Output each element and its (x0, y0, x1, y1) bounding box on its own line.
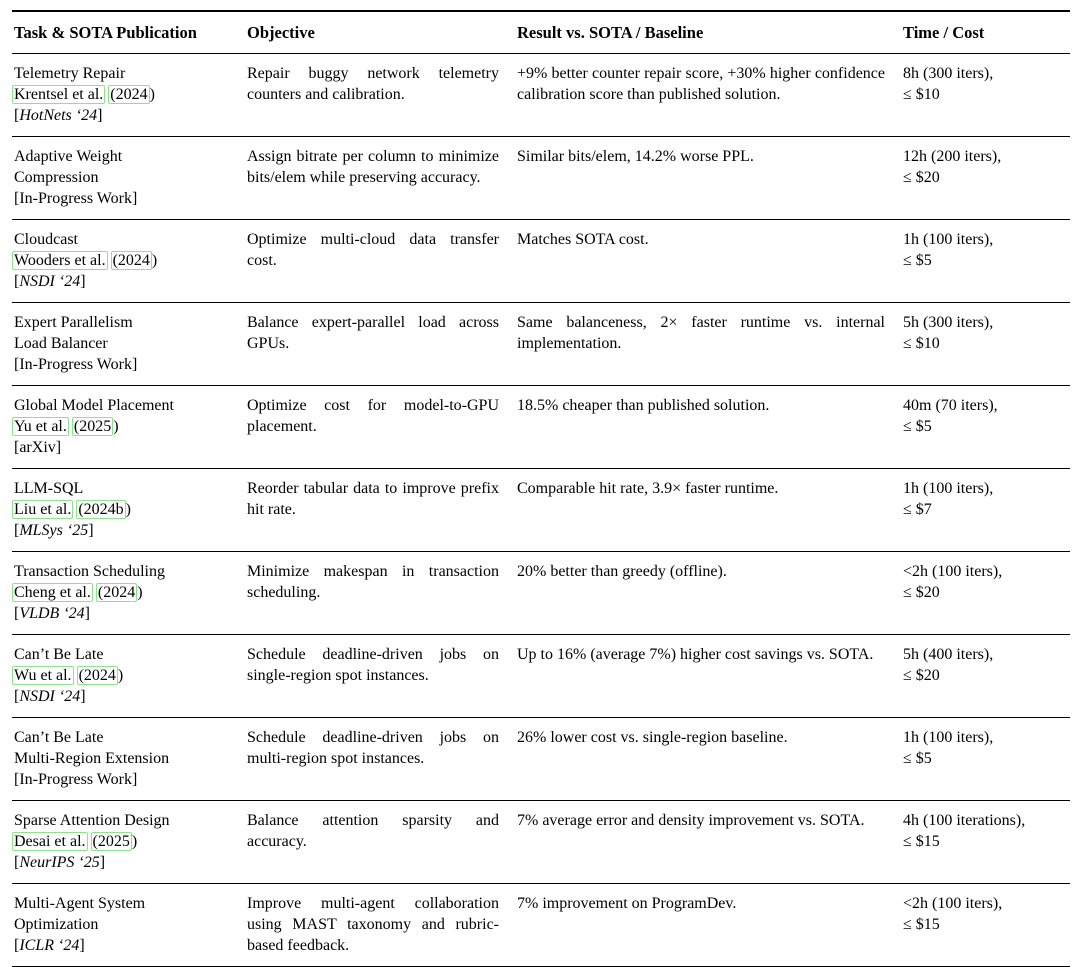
citation-line (14, 831, 229, 852)
venue: [NeurIPS ‘25] (14, 854, 106, 871)
result-cell: 26% lower cost vs. single-region baseline. (517, 729, 788, 746)
task-title: Optimization (14, 916, 99, 933)
task-cell (12, 220, 245, 302)
task-title: Compression (14, 169, 99, 186)
cost-value: ≤ $5 (903, 252, 932, 269)
result-cell: 7% average error and density improvement vs. SOTA. (517, 812, 865, 829)
citation-author-link[interactable]: Krentsel et al. (14, 86, 104, 103)
venue-name: arXiv (19, 439, 56, 456)
task-title: Multi-Agent System (14, 895, 146, 912)
time-cost-cell (901, 552, 1070, 634)
table-row (12, 137, 1070, 220)
citation-year-close-paren: ) (113, 418, 119, 435)
citation-year-link[interactable]: (2024 (112, 252, 150, 269)
task-cell (12, 386, 245, 468)
task-title: Sparse Attention Design (14, 812, 170, 829)
header-objective: Objective (247, 23, 315, 42)
time-value: 8h (300 iters), (903, 65, 994, 82)
time-cost-cell (901, 386, 1070, 468)
cost-value: ≤ $20 (903, 667, 940, 684)
table-row (12, 884, 1070, 967)
citation-year-link[interactable]: (2024b (78, 501, 124, 518)
citation-year-link[interactable]: (2025 (92, 833, 130, 850)
result-cell: Similar bits/elem, 14.2% worse PPL. (517, 148, 754, 165)
time-value: <2h (100 iters), (903, 895, 1003, 912)
task-title: Global Model Placement (14, 397, 174, 414)
time-cost-cell (901, 220, 1070, 302)
venue-name: HotNets ‘24 (19, 107, 98, 124)
objective-cell: Balance attention sparsity and accuracy. (247, 812, 499, 850)
table-row (12, 801, 1070, 884)
objective-cell: Optimize multi-cloud data transfer cost. (247, 231, 499, 269)
result-cell: 7% improvement on ProgramDev. (517, 895, 737, 912)
time-value: <2h (100 iters), (903, 563, 1003, 580)
task-title: Load Balancer (14, 335, 108, 352)
cost-value: ≤ $15 (903, 833, 940, 850)
citation-author-link[interactable]: Wooders et al. (14, 252, 106, 269)
venue: [In-Progress Work] (14, 771, 138, 788)
result-cell: Up to 16% (average 7%) higher cost savings vs. SOTA. (517, 646, 874, 663)
citation-line (14, 665, 229, 686)
cost-value: ≤ $10 (903, 335, 940, 352)
table-row (12, 552, 1070, 635)
objective-cell: Assign bitrate per column to minimize bits/elem while preserving accuracy. (247, 148, 499, 186)
venue: [MLSys ‘25] (14, 522, 94, 539)
task-title: Cloudcast (14, 231, 78, 248)
citation-year-close-paren: ) (137, 584, 143, 601)
cost-value: ≤ $20 (903, 169, 940, 186)
time-value: 1h (100 iters), (903, 480, 994, 497)
cost-value: ≤ $10 (903, 86, 940, 103)
task-cell (12, 635, 245, 717)
task-cell (12, 884, 245, 966)
citation-year-close-paren: ) (125, 501, 131, 518)
citation-line (14, 582, 229, 603)
venue: [arXiv] (14, 439, 62, 456)
table-row (12, 303, 1070, 386)
venue-name: MLSys ‘25 (19, 522, 89, 539)
task-title: Can’t Be Late (14, 729, 104, 746)
task-cell (12, 801, 245, 883)
citation-line (14, 250, 229, 271)
results-table (12, 10, 1070, 967)
venue: [VLDB ‘24] (14, 605, 90, 622)
time-cost-cell (901, 137, 1070, 219)
time-value: 1h (100 iters), (903, 729, 994, 746)
header-task-publication: Task & SOTA Publication (14, 23, 197, 42)
table-body (12, 54, 1070, 967)
cost-value: ≤ $20 (903, 584, 940, 601)
citation-author-link[interactable]: Yu et al. (14, 418, 67, 435)
cost-value: ≤ $7 (903, 501, 932, 518)
citation-year-link[interactable]: (2024 (110, 86, 148, 103)
task-title: Multi-Region Extension (14, 750, 170, 767)
table-row (12, 220, 1070, 303)
time-value: 1h (100 iters), (903, 231, 994, 248)
cost-value: ≤ $15 (903, 916, 940, 933)
task-cell (12, 137, 245, 219)
objective-cell: Balance expert-parallel load across GPUs. (247, 314, 499, 352)
table-row (12, 635, 1070, 718)
venue-name: NeurIPS ‘25 (19, 854, 100, 871)
table-row (12, 718, 1070, 801)
result-cell: 18.5% cheaper than published solution. (517, 397, 770, 414)
citation-year-close-paren: ) (149, 86, 155, 103)
citation-author-link[interactable]: Wu et al. (14, 667, 72, 684)
time-cost-cell (901, 635, 1070, 717)
objective-cell: Schedule deadline-driven jobs on single-region spot instances. (247, 646, 499, 684)
result-cell: Matches SOTA cost. (517, 231, 649, 248)
time-cost-cell (901, 54, 1070, 136)
task-cell (12, 54, 245, 136)
task-cell (12, 469, 245, 551)
citation-year-close-paren: ) (151, 252, 158, 269)
time-cost-cell (901, 303, 1070, 385)
time-value: 40m (70 iters), (903, 397, 998, 414)
header-time-cost: Time / Cost (903, 23, 985, 42)
venue: [NSDI ‘24] (14, 273, 86, 290)
venue: [NSDI ‘24] (14, 688, 86, 705)
task-title: Can’t Be Late (14, 646, 104, 663)
citation-year-link[interactable]: (2025 (73, 418, 112, 435)
citation-year-link[interactable]: (2024 (97, 584, 136, 601)
objective-cell: Optimize cost for model-to-GPU placement. (247, 397, 499, 435)
table-row (12, 469, 1070, 552)
time-value: 5h (400 iters), (903, 646, 994, 663)
venue-name: In-Progress Work (19, 356, 132, 373)
header-result: Result vs. SOTA / Baseline (517, 23, 704, 42)
citation-line (14, 84, 229, 105)
venue-name: ICLR ‘24 (19, 937, 80, 954)
venue: [In-Progress Work] (14, 356, 138, 373)
citation-line (14, 416, 229, 437)
task-cell (12, 303, 245, 385)
citation-author-link[interactable]: Liu et al. (14, 501, 72, 518)
result-cell: Same balanceness, 2× faster runtime vs. internal implementation. (517, 314, 885, 352)
citation-year-close-paren: ) (131, 833, 138, 850)
result-cell: Comparable hit rate, 3.9× faster runtime. (517, 480, 779, 497)
citation-line (14, 499, 229, 520)
venue-name: In-Progress Work (19, 190, 132, 207)
time-cost-cell (901, 469, 1070, 551)
objective-cell: Schedule deadline-driven jobs on multi-region spot instances. (247, 729, 499, 767)
table-header-row (12, 10, 1070, 54)
venue-name: In-Progress Work (19, 771, 132, 788)
task-title: Telemetry Repair (14, 65, 126, 82)
venue: [In-Progress Work] (14, 190, 138, 207)
time-value: 12h (200 iters), (903, 148, 1002, 165)
citation-author-link[interactable]: Desai et al. (14, 833, 86, 850)
task-title: Expert Parallelism (14, 314, 133, 331)
venue-name: NSDI ‘24 (19, 688, 81, 705)
time-value: 4h (100 iterations), (903, 812, 1026, 829)
venue: [HotNets ‘24] (14, 107, 103, 124)
venue-name: VLDB ‘24 (19, 605, 85, 622)
citation-author-link[interactable]: Cheng et al. (14, 584, 91, 601)
task-title: Adaptive Weight (14, 148, 123, 165)
table-row (12, 54, 1070, 137)
time-cost-cell (901, 801, 1070, 883)
task-title: LLM-SQL (14, 480, 84, 497)
citation-year-link[interactable]: (2024 (78, 667, 116, 684)
time-cost-cell (901, 718, 1070, 800)
cost-value: ≤ $5 (903, 750, 932, 767)
objective-cell: Minimize makespan in transaction scheduling. (247, 563, 499, 601)
objective-cell: Reorder tabular data to improve prefix hit rate. (247, 480, 499, 518)
citation-year-close-paren: ) (117, 667, 124, 684)
venue-name: NSDI ‘24 (19, 273, 81, 290)
result-cell: 20% better than greedy (offline). (517, 563, 727, 580)
objective-cell: Improve multi-agent collaboration using MAST taxonomy and rubric-based feedback. (247, 895, 499, 954)
time-value: 5h (300 iters), (903, 314, 994, 331)
objective-cell: Repair buggy network telemetry counters and calibration. (247, 65, 499, 103)
table-row (12, 386, 1070, 469)
result-cell: +9% better counter repair score, +30% higher confidence calibration score than published solution. (517, 65, 885, 103)
task-title: Transaction Scheduling (14, 563, 165, 580)
task-cell (12, 552, 245, 634)
cost-value: ≤ $5 (903, 418, 932, 435)
task-cell (12, 718, 245, 800)
time-cost-cell (901, 884, 1070, 966)
venue: [ICLR ‘24] (14, 937, 85, 954)
